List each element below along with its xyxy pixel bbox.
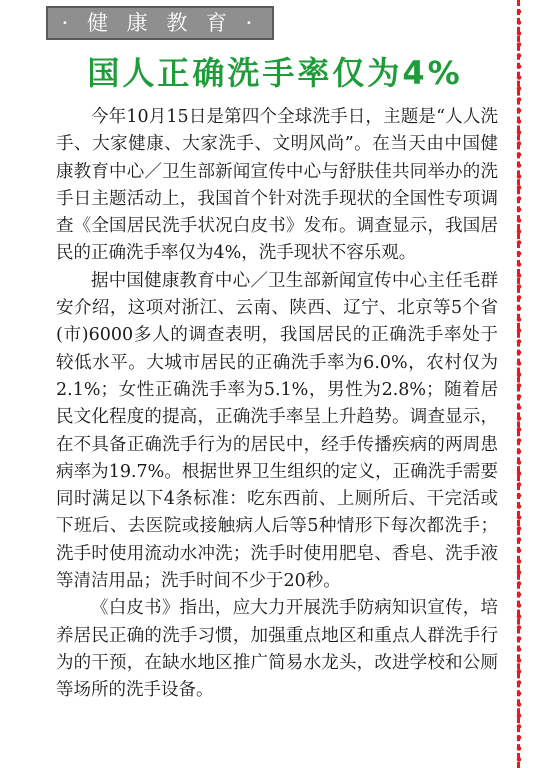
article-paragraph: 据中国健康教育中心／卫生部新闻宣传中心主任毛群安介绍，这项对浙江、云南、陕西、辽宁、北京等5个省(市)6000多人的调查表明，我国居民的正确洗手率处于较低水平。大城市居民的正确洗手率为6.0%，农村仅为2.1%；女性正确洗手率为5.1%，男性为2.8%；随着居民文化程度的提高，正确洗手率呈上升趋势。调查显示，在不具备正确洗手行为的居民中，经手传播疾病的两周患病率为19.7%。根据世界卫生组织的定义，正确洗手需要同时满足以下4条标准：吃东西前、上厕所后、干完活或下班后、去医院或接触病人后等5种情形下每次都洗手；洗手时使用流动水冲洗；洗手时使用肥皂、香皂、洗手液等清洁用品；洗手时间不少于20秒。 xyxy=(56,270,498,592)
article-paragraph: 今年10月15日是第四个全球洗手日，主题是“人人洗手、大家健康、大家洗手、文明风尚”。在当天由中国健康教育中心／卫生部新闻宣传中心与舒肤佳共同举办的洗手日主题活动上，我国首个针对洗手现状的全国性专项调查《全国居民洗手状况白皮书》发布。调查显示，我国居民的正确洗手率仅为4%，洗手现状不容乐观。 xyxy=(56,107,498,264)
article-body xyxy=(56,104,498,705)
section-banner: · 健 康 教 育 · xyxy=(46,6,274,40)
article-paragraph: 《白皮书》指出，应大力开展洗手防病知识宣传，培养居民正确的洗手习惯，加强重点地区和重点人群洗手行为的干预，在缺水地区推广简易水龙头，改进学校和公厕等场所的洗手设备。 xyxy=(56,598,498,701)
article-headline: 国人正确洗手率仅为4% xyxy=(87,54,463,92)
decorative-border-dots xyxy=(515,6,523,766)
